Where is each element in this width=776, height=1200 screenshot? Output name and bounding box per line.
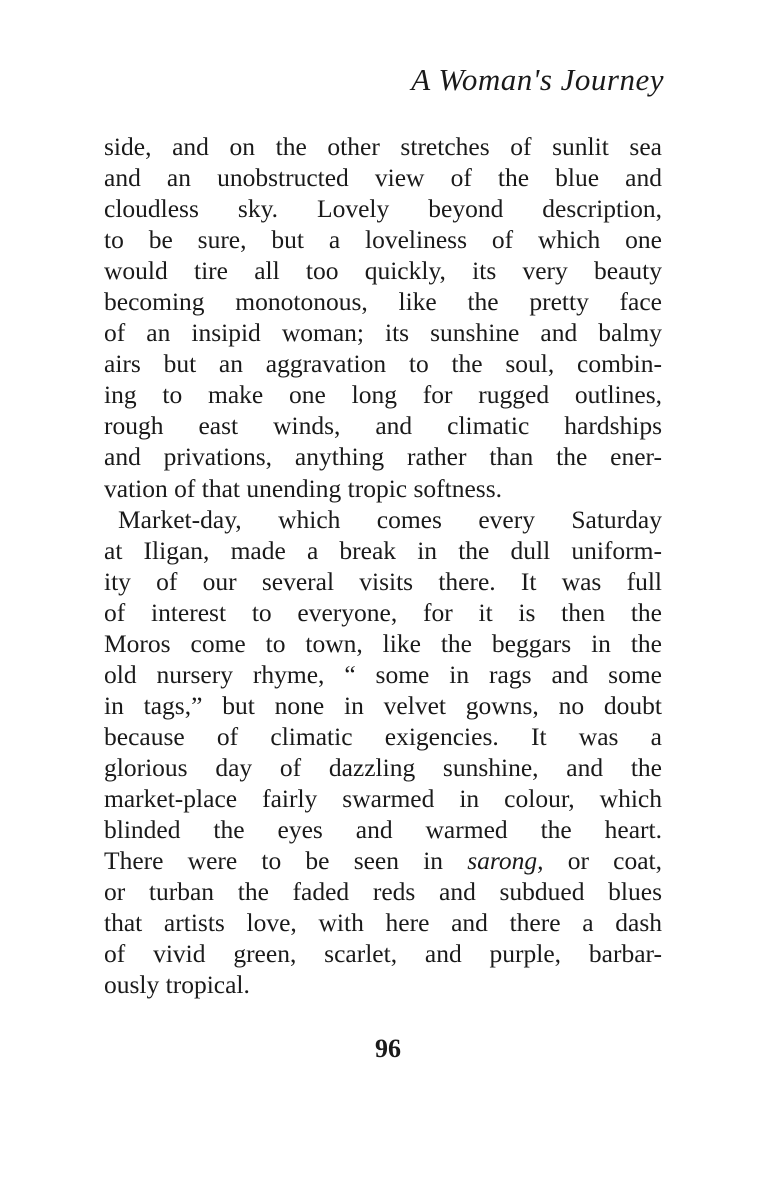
text-line: of interest to everyone, for it is then the <box>104 597 662 627</box>
text-line: or turban the faded reds and subdued blues <box>104 877 662 907</box>
text-line <box>104 845 662 876</box>
text-line: ously tropical. <box>104 970 250 1000</box>
text-line: would tire all too quickly, its very beauty <box>104 256 662 286</box>
text-line: market-place fairly swarmed in colour, which <box>104 783 662 813</box>
text-line: glorious day of dazzling sunshine, and the <box>104 752 662 782</box>
text-line: Market-day, which comes every Saturday <box>118 504 662 534</box>
text-line: of an insipid woman; its sunshine and balmy <box>104 318 662 348</box>
text-line: ity of our several visits there. It was full <box>104 566 662 596</box>
text-line: in tags,” but none in velvet gowns, no doubt <box>104 690 662 720</box>
page-number: 96 <box>375 1034 401 1063</box>
text-line: and an unobstructed view of the blue and <box>104 163 662 193</box>
text-line: at Iligan, made a break in the dull uniform- <box>104 535 662 565</box>
text-line: airs but an aggravation to the soul, combin- <box>104 349 662 379</box>
page-body <box>104 131 662 1000</box>
text-span: or coat, <box>567 846 663 876</box>
running-header: A Woman's Journey <box>411 62 664 97</box>
text-line: and privations, anything rather than the ener- <box>104 442 662 472</box>
text-line: side, and on the other stretches of sunlit sea <box>104 132 662 161</box>
text-line: rough east winds, and climatic hardships <box>104 411 662 441</box>
text-line: that artists love, with here and there a dash <box>104 908 662 938</box>
text-line: blinded the eyes and warmed the heart. <box>104 815 662 845</box>
text-line: cloudless sky. Lovely beyond description, <box>104 194 662 224</box>
text-line: because of climatic exigencies. It was a <box>104 721 662 751</box>
text-line: of vivid green, scarlet, and purple, barbar- <box>104 939 662 969</box>
text-span: There were to be seen in <box>104 846 444 876</box>
italic-word: sarong, <box>467 846 544 876</box>
text-line: to be sure, but a loveliness of which one <box>104 225 662 255</box>
text-line: vation of that unending tropic softness. <box>104 473 503 503</box>
text-line: Moros come to town, like the beggars in the <box>104 628 662 658</box>
text-line: old nursery rhyme, “ some in rags and some <box>104 659 662 689</box>
text-line: becoming monotonous, like the pretty face <box>104 287 662 317</box>
text-line: ing to make one long for rugged outlines, <box>104 380 662 410</box>
